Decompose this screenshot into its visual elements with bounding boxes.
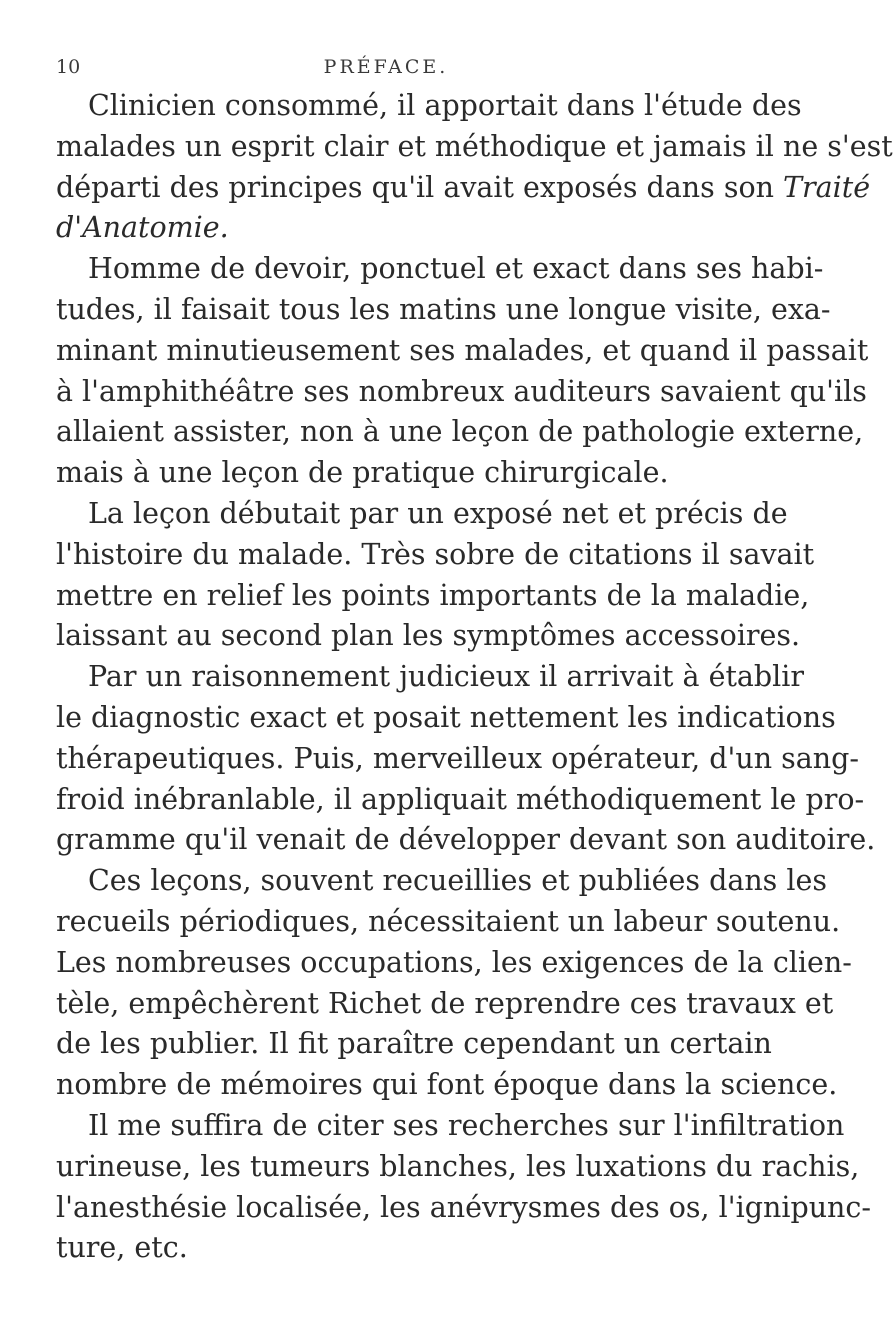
text-line: recueils périodiques, nécessitaient un labeur soutenu.: [56, 904, 841, 938]
body-text: [56, 86, 893, 1269]
italic-title: Traité: [783, 170, 871, 204]
text-line: l'anesthésie localisée, les anévrysmes des os, l'ignipunc-: [56, 1190, 871, 1224]
text-line: tèle, empêchèrent Richet de reprendre ces travaux et: [56, 986, 834, 1020]
text-line: Homme de devoir, ponctuel et exact dans ses habi-: [88, 252, 824, 286]
italic-title: d'Anatomie.: [56, 211, 229, 245]
text-line: mais à une leçon de pratique chirurgicale.: [56, 456, 669, 490]
text-line: laissant au second plan les symptômes accessoires.: [56, 619, 801, 653]
running-title: PRÉFACE.: [323, 56, 449, 78]
text-line: gramme qu'il venait de développer devant son auditoire.: [56, 823, 876, 857]
text-line: thérapeutiques. Puis, merveilleux opérateur, d'un sang-: [56, 741, 859, 775]
running-head: [56, 56, 716, 86]
text-line: malades un esprit clair et méthodique et jamais il ne s'est: [56, 129, 893, 163]
text-line: allaient assister, non à une leçon de pathologie externe,: [56, 415, 864, 449]
text-line: tudes, il faisait tous les matins une longue visite, exa-: [56, 292, 831, 326]
text-line: urineuse, les tumeurs blanches, les luxations du rachis,: [56, 1149, 860, 1183]
text-line: Il me suffira de citer ses recherches sur l'infiltration: [88, 1108, 845, 1142]
text-line: froid inébranlable, il appliquait méthodiquement le pro-: [56, 782, 865, 816]
text-line: nombre de mémoires qui font époque dans la science.: [56, 1068, 838, 1102]
text-line: [56, 168, 871, 209]
text-line: Par un raisonnement judicieux il arrivait à établir: [88, 660, 804, 694]
text-line-segment: départi des principes qu'il avait exposés dans son: [56, 170, 784, 204]
text-line: Les nombreuses occupations, les exigences de la clien-: [56, 945, 852, 979]
text-line: mettre en relief les points importants de la maladie,: [56, 578, 810, 612]
text-line: minant minutieusement ses malades, et quand il passait: [56, 333, 869, 367]
text-line: à l'amphithéâtre ses nombreux auditeurs savaient qu'ils: [56, 374, 867, 408]
text-line: Ces leçons, souvent recueillies et publiées dans les: [88, 864, 827, 898]
text-line: ture, etc.: [56, 1231, 188, 1265]
text-line: l'histoire du malade. Très sobre de citations il savait: [56, 537, 815, 571]
text-line: Clinicien consommé, il apportait dans l'étude des: [88, 89, 802, 122]
text-line: La leçon débutait par un exposé net et précis de: [88, 496, 788, 530]
text-line: [56, 208, 736, 249]
page-number: 10: [56, 56, 81, 78]
text-line: le diagnostic exact et posait nettement les indications: [56, 700, 836, 734]
text-line: de les publier. Il fit paraître cependant un certain: [56, 1027, 772, 1061]
